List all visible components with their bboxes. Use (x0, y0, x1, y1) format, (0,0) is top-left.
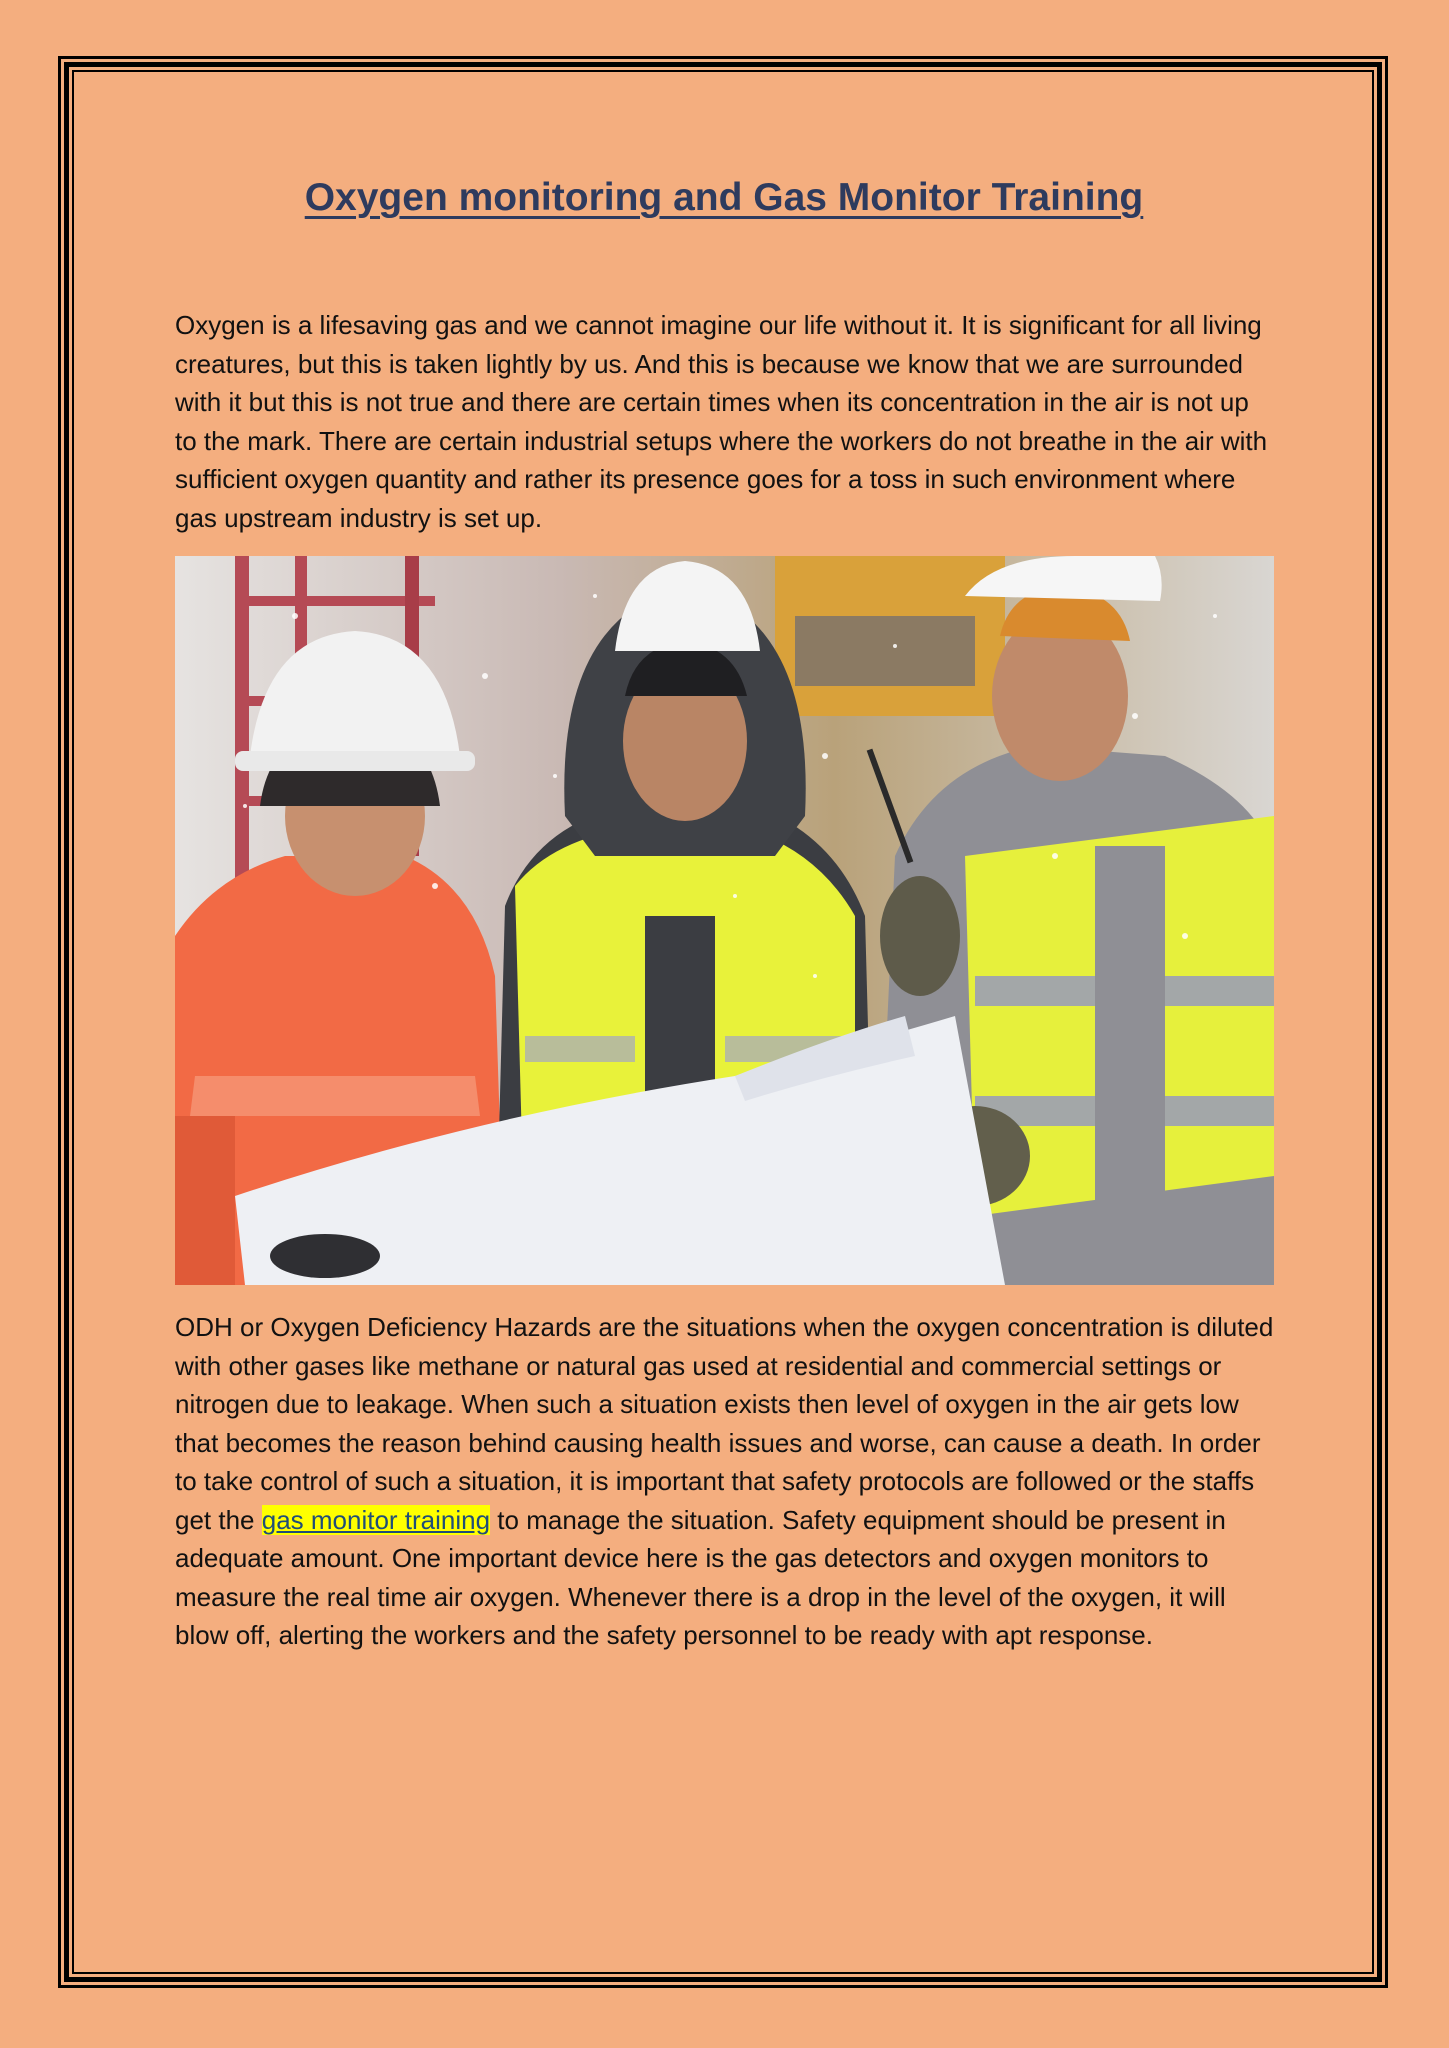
page-title: Oxygen monitoring and Gas Monitor Training (304, 176, 1144, 219)
odh-text-before-link: ODH or Oxygen Deficiency Hazards are the situations when the oxygen concentration is diluted with other gases like methane or natural gas used at residential and commercial settings or nitrogen due to leakage. When such a situation exists then level of oxygen in the air gets low that becomes the reason behind causing health issues and worse, can cause a death. In order to take control of such a situation, it is important that safety protocols are followed or the staffs get the (175, 1312, 1274, 1535)
odh-paragraph (175, 1308, 1275, 1655)
workers-photo (175, 556, 1274, 1285)
gas-monitor-training-link[interactable]: gas monitor training (261, 1504, 491, 1535)
intro-paragraph: Oxygen is a lifesaving gas and we cannot imagine our life without it. It is significant for all living creatures, but this is taken lightly by us. And this is because we know that we are surrounded with it but this is not true and there are certain times when its concentration in the air is not up to the mark. There are certain industrial setups where the workers do not breathe in the air with sufficient oxygen quantity and rather its presence goes for a toss in such environment where gas upstream industry is set up. (175, 310, 1268, 533)
odh-text-after-link: to manage the situation. Safety equipment should be present in adequate amount. One important device here is the gas detectors and oxygen monitors to measure the real time air oxygen. Whenever there is a drop in the level of the oxygen, it will blow off, alerting the workers and the safety personnel to be ready with apt response. (175, 1504, 1226, 1650)
